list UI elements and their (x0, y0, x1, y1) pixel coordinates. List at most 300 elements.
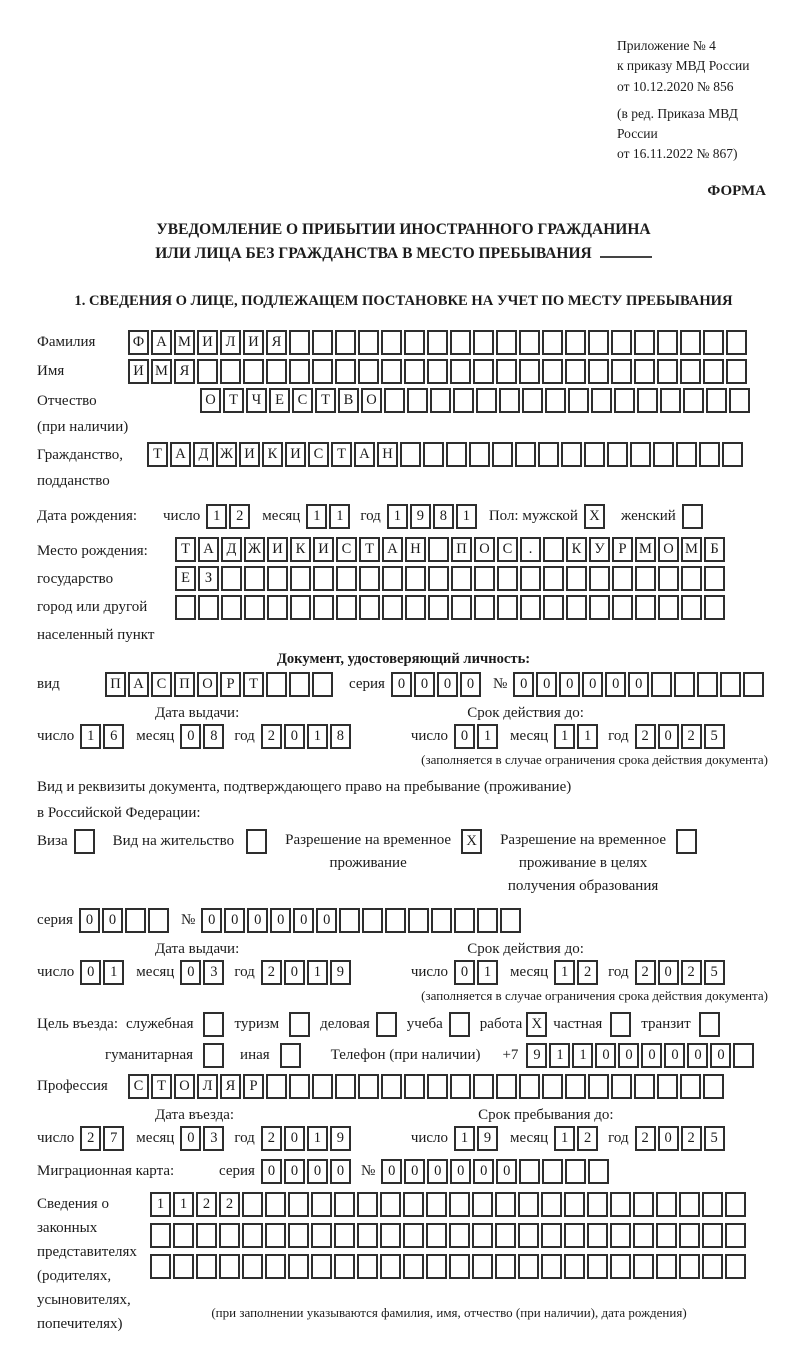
char-cell[interactable] (219, 1254, 240, 1279)
char-cell[interactable] (404, 359, 425, 384)
char-cell[interactable]: 0 (454, 960, 475, 985)
char-cell[interactable] (676, 829, 697, 854)
char-cell[interactable] (198, 595, 219, 620)
char-cell[interactable] (630, 442, 651, 467)
char-cell[interactable] (611, 359, 632, 384)
char-cell[interactable] (385, 908, 406, 933)
char-cell[interactable]: 1 (150, 1192, 171, 1217)
char-cell[interactable] (454, 908, 475, 933)
char-cell[interactable]: 1 (477, 960, 498, 985)
char-cell[interactable]: 9 (410, 504, 431, 529)
char-cell[interactable] (428, 537, 449, 562)
char-cell[interactable] (637, 388, 658, 413)
char-cell[interactable] (312, 359, 333, 384)
char-cell[interactable] (246, 829, 267, 854)
char-cell[interactable]: 0 (658, 960, 679, 985)
char-cell[interactable]: 0 (201, 908, 222, 933)
char-cell[interactable] (404, 330, 425, 355)
char-cell[interactable] (289, 1074, 310, 1099)
char-cell[interactable]: С (292, 388, 313, 413)
char-cell[interactable] (658, 595, 679, 620)
char-cell[interactable] (428, 595, 449, 620)
char-cell[interactable] (565, 1159, 586, 1184)
char-cell[interactable] (408, 908, 429, 933)
char-cell[interactable] (451, 595, 472, 620)
char-cell[interactable] (357, 1192, 378, 1217)
char-cell[interactable]: 0 (450, 1159, 471, 1184)
char-cell[interactable] (381, 359, 402, 384)
char-cell[interactable]: 1 (554, 1126, 575, 1151)
char-cell[interactable]: 2 (681, 960, 702, 985)
char-cell[interactable]: С (128, 1074, 149, 1099)
char-cell[interactable] (610, 1012, 631, 1037)
char-cell[interactable]: 2 (229, 504, 250, 529)
char-cell[interactable]: 3 (203, 960, 224, 985)
char-cell[interactable] (280, 1043, 301, 1068)
char-cell[interactable]: X (526, 1012, 547, 1037)
char-cell[interactable] (313, 595, 334, 620)
char-cell[interactable]: Ж (216, 442, 237, 467)
char-cell[interactable]: Ф (128, 330, 149, 355)
char-cell[interactable] (150, 1254, 171, 1279)
char-cell[interactable]: О (200, 388, 221, 413)
char-cell[interactable] (242, 1254, 263, 1279)
char-cell[interactable]: 0 (247, 908, 268, 933)
char-cell[interactable] (289, 1012, 310, 1037)
char-cell[interactable] (633, 1254, 654, 1279)
char-cell[interactable] (725, 1192, 746, 1217)
char-cell[interactable]: 2 (196, 1192, 217, 1217)
char-cell[interactable] (519, 330, 540, 355)
char-cell[interactable] (681, 566, 702, 591)
char-cell[interactable] (660, 388, 681, 413)
char-cell[interactable] (288, 1254, 309, 1279)
char-cell[interactable] (651, 672, 672, 697)
char-cell[interactable] (423, 442, 444, 467)
char-cell[interactable] (499, 388, 520, 413)
char-cell[interactable] (403, 1192, 424, 1217)
char-cell[interactable]: С (151, 672, 172, 697)
char-cell[interactable] (449, 1012, 470, 1037)
char-cell[interactable] (564, 1254, 585, 1279)
char-cell[interactable]: О (174, 1074, 195, 1099)
char-cell[interactable] (612, 566, 633, 591)
char-cell[interactable]: 8 (330, 724, 351, 749)
char-cell[interactable] (311, 1192, 332, 1217)
char-cell[interactable]: 2 (635, 724, 656, 749)
char-cell[interactable] (726, 359, 747, 384)
char-cell[interactable]: 0 (473, 1159, 494, 1184)
char-cell[interactable]: 0 (261, 1159, 282, 1184)
char-cell[interactable]: 0 (80, 960, 101, 985)
char-cell[interactable]: О (658, 537, 679, 562)
char-cell[interactable] (175, 595, 196, 620)
char-cell[interactable]: М (174, 330, 195, 355)
char-cell[interactable] (288, 1192, 309, 1217)
char-cell[interactable]: 0 (404, 1159, 425, 1184)
char-cell[interactable]: Л (197, 1074, 218, 1099)
char-cell[interactable] (588, 359, 609, 384)
char-cell[interactable] (564, 1223, 585, 1248)
char-cell[interactable] (266, 359, 287, 384)
char-cell[interactable] (221, 595, 242, 620)
char-cell[interactable] (657, 1074, 678, 1099)
char-cell[interactable] (656, 1223, 677, 1248)
char-cell[interactable] (588, 330, 609, 355)
char-cell[interactable] (634, 359, 655, 384)
char-cell[interactable]: К (262, 442, 283, 467)
char-cell[interactable]: С (336, 537, 357, 562)
char-cell[interactable] (405, 566, 426, 591)
char-cell[interactable]: 1 (80, 724, 101, 749)
char-cell[interactable] (339, 908, 360, 933)
char-cell[interactable]: 1 (173, 1192, 194, 1217)
char-cell[interactable]: Е (175, 566, 196, 591)
char-cell[interactable] (565, 330, 586, 355)
char-cell[interactable] (335, 330, 356, 355)
char-cell[interactable] (265, 1254, 286, 1279)
char-cell[interactable] (243, 359, 264, 384)
char-cell[interactable] (518, 1192, 539, 1217)
char-cell[interactable]: И (267, 537, 288, 562)
char-cell[interactable]: М (681, 537, 702, 562)
char-cell[interactable] (450, 1074, 471, 1099)
char-cell[interactable]: К (290, 537, 311, 562)
char-cell[interactable] (676, 442, 697, 467)
char-cell[interactable]: 0 (427, 1159, 448, 1184)
char-cell[interactable] (244, 595, 265, 620)
char-cell[interactable] (496, 1074, 517, 1099)
char-cell[interactable]: 0 (582, 672, 603, 697)
char-cell[interactable]: С (497, 537, 518, 562)
char-cell[interactable]: 0 (102, 908, 123, 933)
char-cell[interactable]: 0 (710, 1043, 731, 1068)
char-cell[interactable]: И (285, 442, 306, 467)
char-cell[interactable]: О (197, 672, 218, 697)
char-cell[interactable]: 0 (284, 960, 305, 985)
char-cell[interactable]: 2 (261, 724, 282, 749)
char-cell[interactable] (173, 1254, 194, 1279)
char-cell[interactable] (704, 595, 725, 620)
char-cell[interactable] (607, 442, 628, 467)
char-cell[interactable]: 2 (577, 960, 598, 985)
char-cell[interactable] (451, 566, 472, 591)
char-cell[interactable] (469, 442, 490, 467)
char-cell[interactable] (634, 330, 655, 355)
char-cell[interactable] (542, 359, 563, 384)
char-cell[interactable]: 0 (180, 960, 201, 985)
char-cell[interactable]: 0 (496, 1159, 517, 1184)
char-cell[interactable] (704, 566, 725, 591)
char-cell[interactable]: Н (405, 537, 426, 562)
char-cell[interactable] (449, 1254, 470, 1279)
char-cell[interactable] (289, 330, 310, 355)
char-cell[interactable]: 0 (180, 1126, 201, 1151)
char-cell[interactable] (427, 1074, 448, 1099)
char-cell[interactable]: 6 (103, 724, 124, 749)
char-cell[interactable]: Р (612, 537, 633, 562)
char-cell[interactable] (610, 1192, 631, 1217)
char-cell[interactable] (450, 359, 471, 384)
char-cell[interactable]: 2 (635, 960, 656, 985)
char-cell[interactable] (474, 595, 495, 620)
char-cell[interactable]: А (382, 537, 403, 562)
char-cell[interactable]: Л (220, 330, 241, 355)
char-cell[interactable]: Д (193, 442, 214, 467)
char-cell[interactable] (542, 1159, 563, 1184)
char-cell[interactable]: 0 (284, 1159, 305, 1184)
char-cell[interactable] (653, 442, 674, 467)
char-cell[interactable]: 0 (460, 672, 481, 697)
char-cell[interactable] (288, 1223, 309, 1248)
char-cell[interactable]: О (474, 537, 495, 562)
char-cell[interactable] (542, 1074, 563, 1099)
char-cell[interactable]: 0 (381, 1159, 402, 1184)
char-cell[interactable] (473, 359, 494, 384)
char-cell[interactable]: Т (315, 388, 336, 413)
char-cell[interactable] (380, 1223, 401, 1248)
char-cell[interactable] (519, 359, 540, 384)
char-cell[interactable]: 1 (554, 960, 575, 985)
char-cell[interactable] (725, 1254, 746, 1279)
char-cell[interactable]: П (174, 672, 195, 697)
char-cell[interactable] (679, 1254, 700, 1279)
char-cell[interactable]: 9 (330, 1126, 351, 1151)
char-cell[interactable]: Т (147, 442, 168, 467)
char-cell[interactable]: 1 (306, 504, 327, 529)
char-cell[interactable] (265, 1223, 286, 1248)
char-cell[interactable] (196, 1254, 217, 1279)
char-cell[interactable] (290, 595, 311, 620)
char-cell[interactable] (428, 566, 449, 591)
char-cell[interactable] (706, 388, 727, 413)
char-cell[interactable] (203, 1043, 224, 1068)
char-cell[interactable] (403, 1223, 424, 1248)
char-cell[interactable]: 0 (316, 908, 337, 933)
char-cell[interactable] (699, 1012, 720, 1037)
char-cell[interactable] (565, 359, 586, 384)
char-cell[interactable] (381, 1074, 402, 1099)
char-cell[interactable] (589, 566, 610, 591)
char-cell[interactable]: И (313, 537, 334, 562)
char-cell[interactable] (358, 1074, 379, 1099)
char-cell[interactable]: 0 (224, 908, 245, 933)
char-cell[interactable] (635, 595, 656, 620)
char-cell[interactable]: Д (221, 537, 242, 562)
char-cell[interactable] (729, 388, 750, 413)
char-cell[interactable]: 1 (477, 724, 498, 749)
char-cell[interactable] (520, 566, 541, 591)
char-cell[interactable] (497, 595, 518, 620)
char-cell[interactable] (290, 566, 311, 591)
char-cell[interactable] (656, 1254, 677, 1279)
char-cell[interactable] (702, 1254, 723, 1279)
char-cell[interactable] (74, 829, 95, 854)
char-cell[interactable]: М (635, 537, 656, 562)
char-cell[interactable]: Т (223, 388, 244, 413)
char-cell[interactable]: А (128, 672, 149, 697)
char-cell[interactable]: 0 (658, 724, 679, 749)
char-cell[interactable] (450, 330, 471, 355)
char-cell[interactable] (380, 1192, 401, 1217)
char-cell[interactable]: 1 (554, 724, 575, 749)
char-cell[interactable]: Т (359, 537, 380, 562)
char-cell[interactable] (518, 1223, 539, 1248)
char-cell[interactable] (242, 1223, 263, 1248)
char-cell[interactable] (543, 537, 564, 562)
char-cell[interactable]: 1 (103, 960, 124, 985)
char-cell[interactable] (336, 595, 357, 620)
char-cell[interactable]: О (361, 388, 382, 413)
char-cell[interactable] (635, 566, 656, 591)
char-cell[interactable] (335, 1074, 356, 1099)
char-cell[interactable]: В (338, 388, 359, 413)
char-cell[interactable] (610, 1223, 631, 1248)
char-cell[interactable] (697, 672, 718, 697)
char-cell[interactable] (591, 388, 612, 413)
char-cell[interactable] (495, 1254, 516, 1279)
char-cell[interactable]: К (566, 537, 587, 562)
char-cell[interactable]: 1 (577, 724, 598, 749)
char-cell[interactable]: 0 (270, 908, 291, 933)
char-cell[interactable]: М (151, 359, 172, 384)
char-cell[interactable] (702, 1223, 723, 1248)
char-cell[interactable] (472, 1192, 493, 1217)
char-cell[interactable]: Р (220, 672, 241, 697)
char-cell[interactable] (380, 1254, 401, 1279)
char-cell[interactable] (362, 908, 383, 933)
char-cell[interactable] (427, 359, 448, 384)
char-cell[interactable] (680, 359, 701, 384)
char-cell[interactable]: 9 (477, 1126, 498, 1151)
char-cell[interactable]: 0 (180, 724, 201, 749)
char-cell[interactable] (403, 1254, 424, 1279)
char-cell[interactable]: Р (243, 1074, 264, 1099)
char-cell[interactable] (266, 672, 287, 697)
char-cell[interactable] (220, 359, 241, 384)
char-cell[interactable]: 0 (307, 1159, 328, 1184)
char-cell[interactable] (566, 566, 587, 591)
char-cell[interactable] (541, 1254, 562, 1279)
char-cell[interactable]: 2 (635, 1126, 656, 1151)
char-cell[interactable]: 1 (549, 1043, 570, 1068)
char-cell[interactable] (725, 1223, 746, 1248)
char-cell[interactable] (313, 566, 334, 591)
char-cell[interactable]: И (243, 330, 264, 355)
char-cell[interactable] (743, 672, 764, 697)
char-cell[interactable] (674, 672, 695, 697)
char-cell[interactable]: 2 (219, 1192, 240, 1217)
char-cell[interactable] (522, 388, 543, 413)
char-cell[interactable]: 0 (414, 672, 435, 697)
char-cell[interactable]: Е (269, 388, 290, 413)
char-cell[interactable] (542, 330, 563, 355)
char-cell[interactable] (266, 1074, 287, 1099)
char-cell[interactable]: 8 (203, 724, 224, 749)
char-cell[interactable] (541, 1223, 562, 1248)
char-cell[interactable] (658, 566, 679, 591)
char-cell[interactable] (265, 1192, 286, 1217)
char-cell[interactable] (681, 595, 702, 620)
char-cell[interactable]: 2 (681, 724, 702, 749)
char-cell[interactable] (543, 566, 564, 591)
char-cell[interactable]: 7 (103, 1126, 124, 1151)
char-cell[interactable] (203, 1012, 224, 1037)
char-cell[interactable] (148, 908, 169, 933)
char-cell[interactable] (358, 330, 379, 355)
char-cell[interactable] (382, 595, 403, 620)
char-cell[interactable] (359, 566, 380, 591)
char-cell[interactable] (426, 1192, 447, 1217)
char-cell[interactable]: X (584, 504, 605, 529)
char-cell[interactable]: И (197, 330, 218, 355)
char-cell[interactable]: 1 (454, 1126, 475, 1151)
char-cell[interactable] (733, 1043, 754, 1068)
char-cell[interactable]: Н (377, 442, 398, 467)
char-cell[interactable] (726, 330, 747, 355)
char-cell[interactable] (588, 1074, 609, 1099)
char-cell[interactable]: 0 (687, 1043, 708, 1068)
char-cell[interactable] (520, 595, 541, 620)
char-cell[interactable]: Т (331, 442, 352, 467)
char-cell[interactable]: 0 (293, 908, 314, 933)
char-cell[interactable] (426, 1223, 447, 1248)
char-cell[interactable] (312, 672, 333, 697)
char-cell[interactable]: 0 (437, 672, 458, 697)
char-cell[interactable] (568, 388, 589, 413)
char-cell[interactable]: Я (266, 330, 287, 355)
char-cell[interactable] (404, 1074, 425, 1099)
char-cell[interactable]: Я (220, 1074, 241, 1099)
char-cell[interactable]: 0 (605, 672, 626, 697)
char-cell[interactable] (453, 388, 474, 413)
char-cell[interactable] (334, 1192, 355, 1217)
char-cell[interactable]: 8 (433, 504, 454, 529)
char-cell[interactable] (587, 1223, 608, 1248)
char-cell[interactable] (358, 359, 379, 384)
char-cell[interactable]: 3 (203, 1126, 224, 1151)
char-cell[interactable] (173, 1223, 194, 1248)
char-cell[interactable] (561, 442, 582, 467)
char-cell[interactable]: 0 (536, 672, 557, 697)
char-cell[interactable]: Ч (246, 388, 267, 413)
char-cell[interactable] (496, 330, 517, 355)
char-cell[interactable] (196, 1223, 217, 1248)
char-cell[interactable]: 0 (284, 1126, 305, 1151)
char-cell[interactable] (679, 1223, 700, 1248)
char-cell[interactable] (449, 1223, 470, 1248)
char-cell[interactable] (335, 359, 356, 384)
char-cell[interactable]: 2 (80, 1126, 101, 1151)
char-cell[interactable] (543, 595, 564, 620)
char-cell[interactable]: 0 (284, 724, 305, 749)
char-cell[interactable]: Ж (244, 537, 265, 562)
char-cell[interactable]: 5 (704, 1126, 725, 1151)
char-cell[interactable] (538, 442, 559, 467)
char-cell[interactable] (495, 1192, 516, 1217)
char-cell[interactable]: 0 (664, 1043, 685, 1068)
char-cell[interactable]: 0 (330, 1159, 351, 1184)
char-cell[interactable] (472, 1223, 493, 1248)
char-cell[interactable]: С (308, 442, 329, 467)
char-cell[interactable]: Т (175, 537, 196, 562)
char-cell[interactable]: Я (174, 359, 195, 384)
char-cell[interactable] (584, 442, 605, 467)
char-cell[interactable]: 0 (391, 672, 412, 697)
char-cell[interactable] (430, 388, 451, 413)
char-cell[interactable]: И (128, 359, 149, 384)
char-cell[interactable]: П (105, 672, 126, 697)
